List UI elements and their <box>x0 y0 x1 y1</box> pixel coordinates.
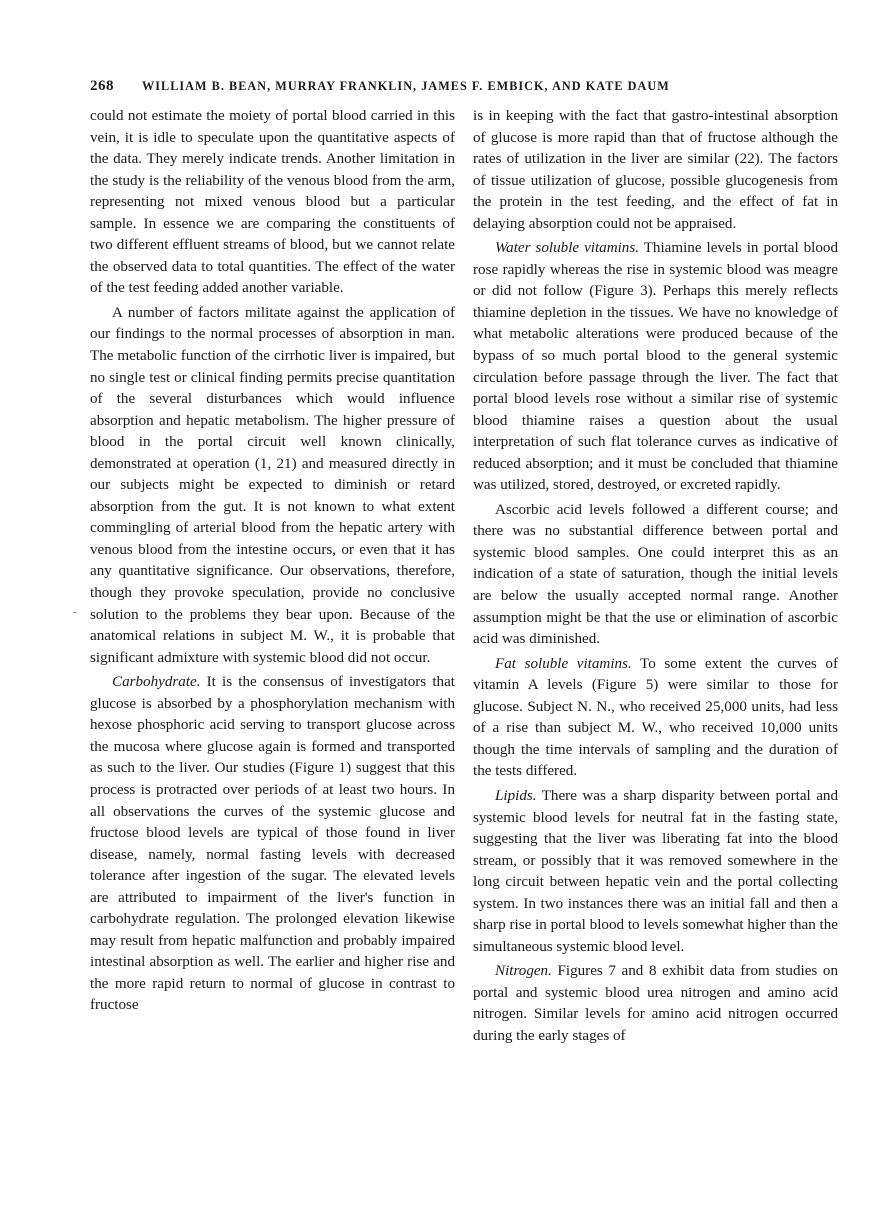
margin-mark <box>73 612 76 613</box>
paragraph-text: Thiamine levels in portal blood rose rapidly whereas the rise in systemic blood was meagre or did not follow (Figure 3). Perhaps this merely reflects thiamine depletion in the tissues. We have no knowledge of what metabolic alterations were produced because of the bypass of so much portal blood to the general systemic circulation before passage through the liver. The fact that portal blood levels rose without a similar rise of systemic blood thiamine raises a question about the usual interpretation of such flat tolerance curves as indicative of reduced absorption; and it must be concluded that thiamine was utilized, stored, destroyed, or excreted rapidly. <box>473 240 839 494</box>
paragraph: is in keeping with the fact that gastro-intestinal absorption of glucose is more rapid than that of fructose although the rates of utilization in the liver are similar (22). The factors of tissue utilization of glucose, possible glucogenesis from the protein in the test feeding, and the effect of fat in delaying absorption could not be appraised. <box>473 108 838 232</box>
right-column <box>473 106 838 1048</box>
section-heading: Nitrogen. <box>495 963 552 980</box>
paragraph: A number of factors militate against the application of our findings to the normal processes of absorption in man. The metabolic function of the cirrhotic liver is impaired, but no single test or clinical finding permits precise quantitation of the several disturbances which would influence absorption and hepatic metabolism. The higher pressure of blood in the portal circuit well known clinically, demonstrated at operation (1, 21) and measured directly in our subjects might be expected to diminish or retard absorption from the gut. It is not known to what extent commingling of arterial blood from the hepatic artery with venous blood from the intestine occurs, or even that it has any quantitative significance. Our observations, therefore, though they provoke speculation, provide no conclusive solution to the problems they bear upon. Because of the anatomical relations in subject M. W., it is probable that significant admixture with systemic blood did not occur. <box>90 304 455 666</box>
running-title: WILLIAM B. BEAN, MURRAY FRANKLIN, JAMES F. EMBICK, AND KATE DAUM <box>142 79 670 93</box>
paragraph: could not estimate the moiety of portal blood carried in this vein, it is idle to speculate upon the quantitative aspects of the data. They merely indicate trends. Another limitation in the study is the reliability of the venous blood from the arm, representing not mixed venous blood but a particular sample. In essence we are comparing the constituents of two different effluent streams of blood, but we cannot relate the observed data to total quantities. The effect of the water of the test feeding added another variable. <box>90 108 455 297</box>
section-heading: Carbohydrate. <box>112 674 201 691</box>
page-number: 268 <box>90 78 114 94</box>
paragraph: Ascorbic acid levels followed a different course; and there was no substantial difference between portal and systemic blood samples. One could interpret this as an indication of a state of saturation, though the initial levels are below the usually accepted normal range. Another assumption might be that the use or elimination of ascorbic acid was diminished. <box>473 501 838 648</box>
left-column <box>90 106 455 1017</box>
paragraph-text: Figures 7 and 8 exhibit data from studies on portal and systemic blood urea nitrogen and amino acid nitrogen. Similar levels for amino acid nitrogen occurred during the early stages of <box>473 963 838 1044</box>
paragraph-text: There was a sharp disparity between portal and systemic blood levels for neutral fat in the fasting state, suggesting that the liver was liberating fat into the blood stream, or possibly that it was removed somewhere in the long circuit between hepatic vein and the portal collecting system. In two instances there was an initial fall and then a sharp rise in portal blood to levels somewhat higher than the simultaneous systemic blood level. <box>473 787 838 955</box>
section-heading: Fat soluble vitamins. <box>495 655 632 672</box>
paragraph-fat-soluble-vitamins <box>473 654 838 783</box>
section-heading: Water soluble vitamins. <box>495 240 639 257</box>
paragraph-lipids <box>473 786 838 958</box>
paragraph-text: It is the consensus of investigators that glucose is absorbed by a phosphorylation mechanism with hexose phosphoric acid serving to transport glucose across the mucosa where glucose again is formed and transported as such to the liver. Our studies (Figure 1) suggest that this process is protracted over periods of at least two hours. In all observations the curves of the systemic glucose and fructose blood levels are typical of those found in liver disease, namely, normal fasting levels with decreased tolerance after ingestion of the sugar. The elevated levels are attributed to impairment of the liver's function in carbohydrate regulation. The prolonged elevation likewise may result from hepatic malfunction and probably impaired intestinal absorption as well. The earlier and higher rise and the more rapid return to normal of glucose in contrast to fructose <box>90 674 455 1014</box>
paragraph-nitrogen <box>473 961 838 1047</box>
paragraph-text: To some extent the curves of vitamin A levels (Figure 5) were similar to those for glucose. Subject N. N., who received 25,000 units, had less of a rise than subject M. W., who received 10,000 units though the time intervals of sampling and the duration of the tests differed. <box>473 655 838 780</box>
paragraph-water-soluble-vitamins <box>473 238 838 497</box>
section-heading: Lipids. <box>495 787 537 804</box>
paragraph-carbohydrate <box>90 672 455 1017</box>
